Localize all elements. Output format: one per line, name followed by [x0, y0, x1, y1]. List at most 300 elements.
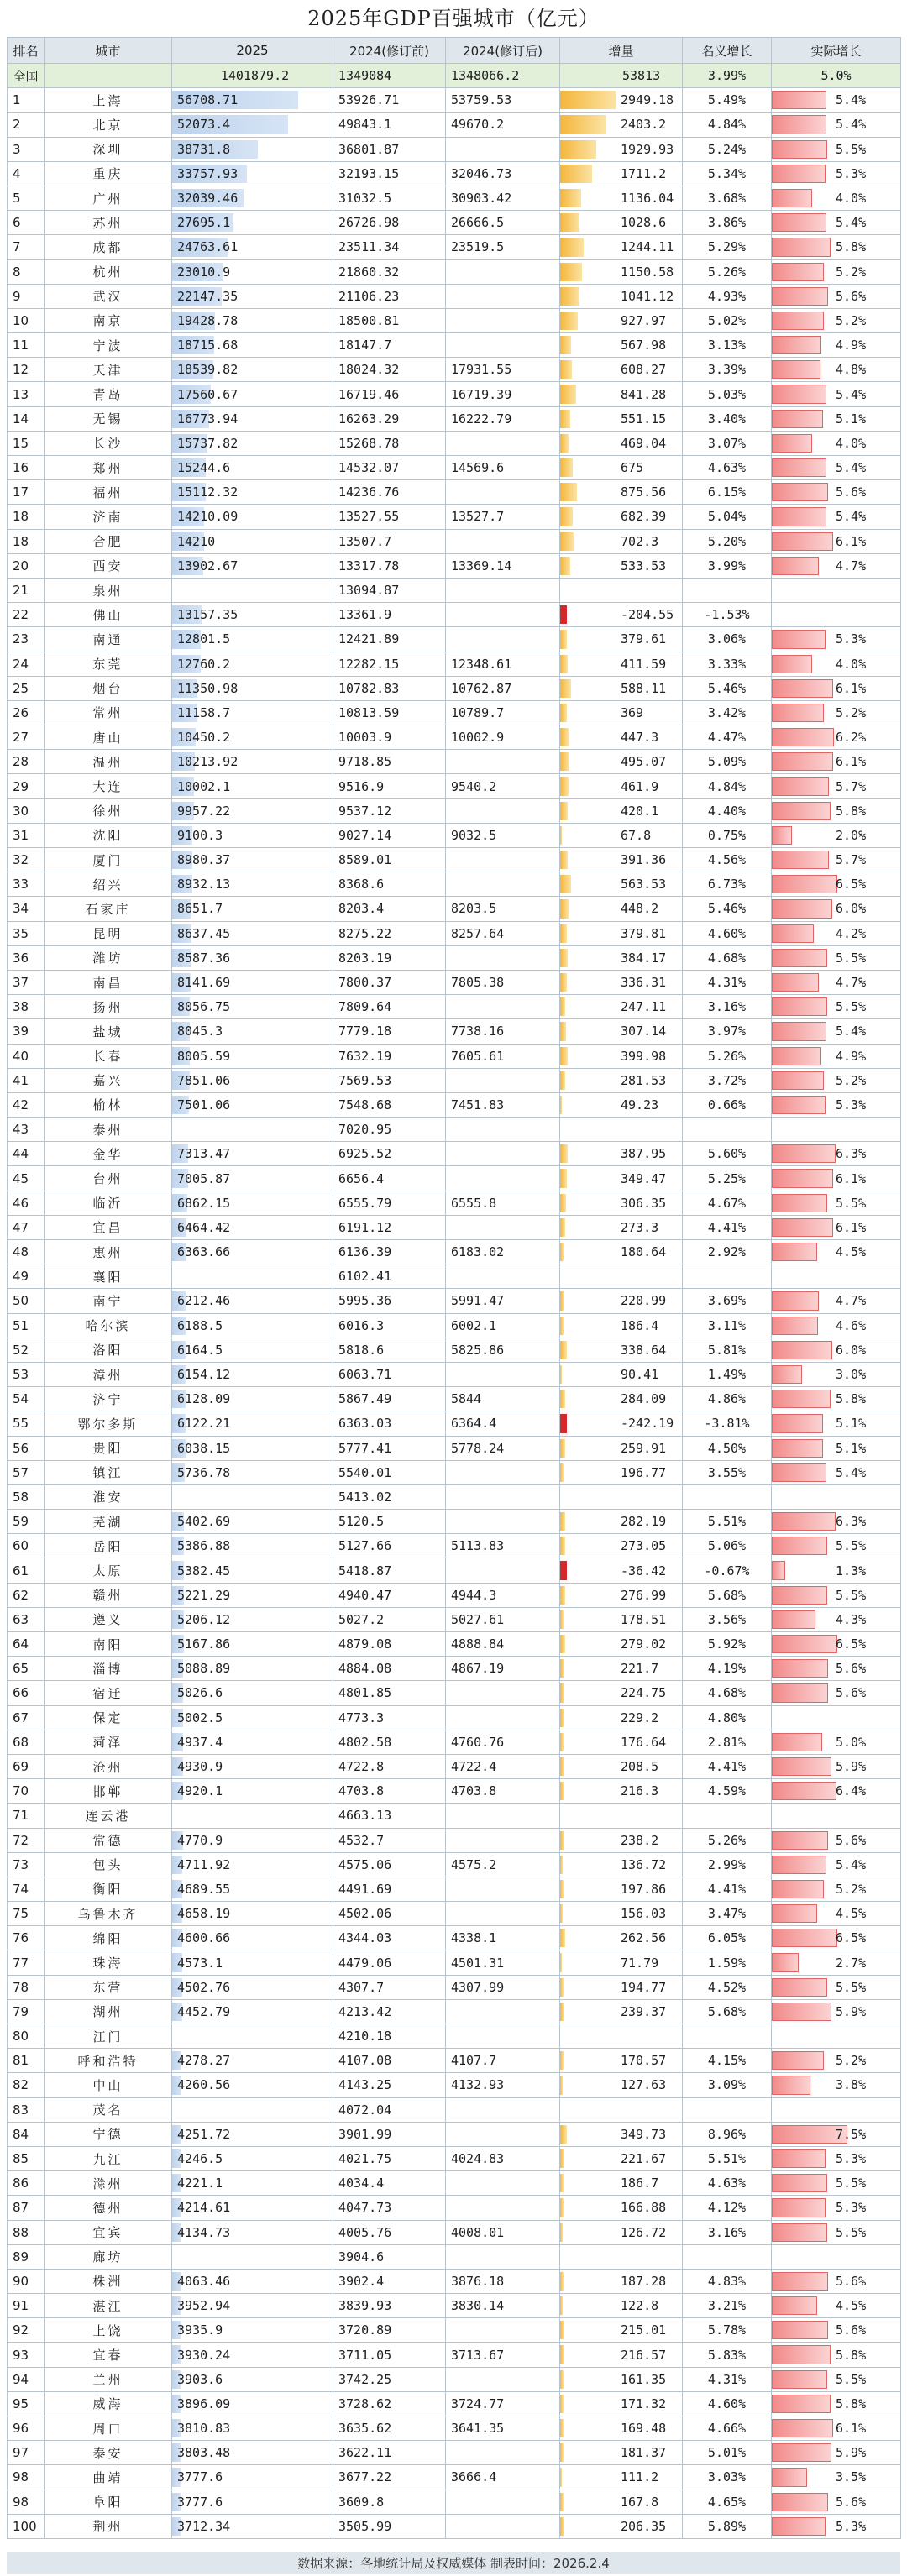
- gdp-2024-pre-value: 18147.7: [338, 338, 392, 353]
- increase-cell: [560, 1779, 683, 1804]
- city-cell: [45, 1289, 172, 1313]
- nominal-growth-value: 4.60%: [707, 925, 747, 941]
- city-name: 扬州: [92, 999, 123, 1015]
- nominal-growth-cell: [683, 2490, 772, 2514]
- city-name: 厦门: [92, 852, 123, 868]
- rank-value: 64: [13, 1636, 29, 1652]
- gdp-2024-post-cell: [446, 1068, 560, 1092]
- increase-value: 71.79: [621, 1955, 659, 1971]
- real-growth-cell: [772, 431, 901, 455]
- city-name: 呼和浩特: [77, 2053, 139, 2069]
- city-name: 合肥: [92, 534, 123, 550]
- gdp-2024-pre-value: 3720.89: [338, 2322, 392, 2338]
- gdp-2025-cell: [172, 2343, 333, 2367]
- city-cell: [45, 382, 172, 406]
- rank-value: 3: [13, 141, 21, 157]
- real-growth-cell: [772, 700, 901, 725]
- gdp-2024-post-cell: [446, 2171, 560, 2196]
- gdp-2025-cell: [172, 553, 333, 578]
- rank-value: 70: [13, 1783, 29, 1799]
- real-growth-cell: [772, 1534, 901, 1558]
- rank-value: 29: [13, 778, 29, 794]
- gdp-2024-pre-value: 8275.22: [338, 925, 392, 941]
- rank-cell: [8, 676, 45, 700]
- rank-value: 90: [13, 2273, 29, 2289]
- city-name: 长春: [92, 1049, 123, 1065]
- increase-value: 682.39: [621, 509, 667, 525]
- gdp-2025-cell: [172, 358, 333, 382]
- city-name: 榆林: [92, 1097, 123, 1113]
- rank-value: 13: [13, 386, 29, 402]
- gdp-2024-pre-value: 36801.87: [338, 141, 400, 157]
- increase-value: 161.35: [621, 2371, 667, 2387]
- real-growth-cell: [772, 1902, 901, 1926]
- gdp-2025-value: 3712.34: [177, 2518, 231, 2534]
- gdp-2024-pre-cell: [333, 211, 446, 235]
- gdp-2024-pre-cell: [333, 113, 446, 137]
- city-name: 中山: [92, 2077, 123, 2093]
- rank-cell: [8, 1289, 45, 1313]
- city-cell: [45, 1632, 172, 1657]
- rank-value: 56: [13, 1440, 29, 1456]
- nominal-growth-cell: [683, 1166, 772, 1191]
- table-row: [8, 1950, 901, 1975]
- real-growth-value: 6.1%: [836, 680, 867, 696]
- table-row: [8, 627, 901, 652]
- increase-cell: [560, 1436, 683, 1460]
- city-name: 沈阳: [92, 828, 123, 844]
- rank-value: 77: [13, 1955, 29, 1971]
- gdp-2025-cell: [172, 505, 333, 529]
- gdp-2024-pre-cell: [333, 137, 446, 161]
- nominal-growth-cell: [683, 2196, 772, 2220]
- city-cell: [45, 284, 172, 308]
- gdp-2025-value: 4573.1: [177, 1955, 223, 1971]
- nominal-growth-value: 3.07%: [707, 435, 747, 451]
- gdp-2024-pre-cell: [333, 529, 446, 553]
- table-row: [8, 259, 901, 284]
- real-growth-value: 5.9%: [836, 2003, 867, 2019]
- city-name: 芜湖: [92, 1514, 123, 1530]
- gdp-2024-pre-cell: [333, 2244, 446, 2269]
- nominal-growth-value: 3.47%: [707, 1906, 747, 1922]
- city-cell: [45, 2146, 172, 2170]
- city-cell: [45, 1852, 172, 1877]
- nominal-growth-cell: [683, 1950, 772, 1975]
- increase-cell: [560, 1240, 683, 1264]
- nominal-growth-cell: [683, 1681, 772, 1705]
- nominal-growth-cell: [683, 1289, 772, 1313]
- gdp-2025-cell: [172, 603, 333, 627]
- city-cell: [45, 1362, 172, 1386]
- gdp-2024-pre-cell: [333, 1338, 446, 1362]
- gdp-2025-value: 7501.06: [177, 1097, 231, 1113]
- real-growth-value: 4.0%: [836, 191, 867, 207]
- increase-cell: [560, 970, 683, 994]
- gdp-2024-post-value: 4944.3: [451, 1587, 497, 1603]
- gdp-2024-pre-cell: [333, 970, 446, 994]
- increase-value: 208.5: [621, 1759, 659, 1775]
- gdp-2025-value: 3935.9: [177, 2322, 223, 2338]
- gdp-2024-post-cell: [446, 2269, 560, 2293]
- rank-value: 75: [13, 1906, 29, 1922]
- increase-cell: [560, 872, 683, 897]
- rank-cell: [8, 1926, 45, 1950]
- table-row: [8, 553, 901, 578]
- increase-cell: [560, 774, 683, 798]
- rank-cell: [8, 1436, 45, 1460]
- national-nominal: 3.99%: [683, 64, 772, 88]
- gdp-2024-post-value: 13527.7: [451, 509, 505, 525]
- increase-value: 284.09: [621, 1391, 667, 1407]
- increase-cell: [560, 553, 683, 578]
- gdp-2025-cell: [172, 921, 333, 945]
- city-cell: [45, 872, 172, 897]
- nominal-growth-value: 4.56%: [707, 852, 747, 868]
- real-growth-value: 5.8%: [836, 239, 867, 255]
- gdp-2024-pre-cell: [333, 1264, 446, 1289]
- increase-value: [560, 1490, 621, 1505]
- city-name: 遵义: [92, 1612, 123, 1628]
- increase-value: 156.03: [621, 1906, 667, 1922]
- increase-value: 399.98: [621, 1048, 667, 1064]
- gdp-2024-pre-value: 31032.5: [338, 191, 392, 207]
- nominal-growth-cell: [683, 382, 772, 406]
- increase-cell: [560, 2490, 683, 2514]
- nominal-growth-value: 0.66%: [707, 1097, 747, 1113]
- gdp-2025-cell: [172, 700, 333, 725]
- gdp-2024-post-cell: [446, 2049, 560, 2073]
- nominal-growth-value: 3.86%: [707, 215, 747, 231]
- rank-value: 22: [13, 607, 29, 623]
- rank-cell: [8, 750, 45, 774]
- real-growth-value: 5.0%: [836, 1734, 867, 1750]
- increase-value: 176.64: [621, 1734, 667, 1750]
- rank-value: 72: [13, 1832, 29, 1848]
- gdp-2025-cell: [172, 1191, 333, 1215]
- gdp-2024-post-cell: [446, 235, 560, 259]
- nominal-growth-cell: [683, 897, 772, 921]
- gdp-2024-pre-cell: [333, 1975, 446, 1999]
- gdp-2024-post-value: 4307.99: [451, 1979, 505, 1995]
- rank-cell: [8, 333, 45, 358]
- gdp-2024-pre-value: 3839.93: [338, 2298, 392, 2314]
- increase-value: 841.28: [621, 386, 667, 402]
- real-growth-cell: [772, 798, 901, 823]
- increase-value: 67.8: [621, 827, 652, 843]
- gdp-2024-post-cell: [446, 1191, 560, 1215]
- gdp-2025-cell: [172, 774, 333, 798]
- city-name: 珠海: [92, 1956, 123, 1971]
- nominal-growth-cell: [683, 1657, 772, 1681]
- rank-value: 68: [13, 1734, 29, 1750]
- rank-cell: [8, 872, 45, 897]
- gdp-2024-pre-value: 16263.29: [338, 411, 400, 427]
- rank-cell: [8, 553, 45, 578]
- gdp-2024-pre-value: 4703.8: [338, 1783, 385, 1799]
- gdp-2024-pre-cell: [333, 2441, 446, 2465]
- gdp-2025-cell: [172, 970, 333, 994]
- rank-cell: [8, 2024, 45, 2049]
- gdp-2025-cell: [172, 211, 333, 235]
- gdp-2024-pre-cell: [333, 2318, 446, 2343]
- gdp-2024-pre-cell: [333, 259, 446, 284]
- real-growth-cell: [772, 1828, 901, 1852]
- gdp-2025-value: 5402.69: [177, 1514, 231, 1530]
- table-row: [8, 1632, 901, 1657]
- real-growth-value: 5.8%: [836, 2395, 867, 2411]
- gdp-2025-cell: [172, 1681, 333, 1705]
- increase-value: 675: [621, 460, 644, 476]
- city-name: 东营: [92, 1980, 123, 1996]
- gdp-2025-cell: [172, 848, 333, 872]
- gdp-2024-pre-cell: [333, 1754, 446, 1778]
- table-row: [8, 358, 901, 382]
- real-growth-value: 5.4%: [836, 509, 867, 525]
- header-gdp-2024-post: 2024(修订后): [446, 38, 560, 64]
- gdp-2024-pre-cell: [333, 2073, 446, 2097]
- increase-value: 411.59: [621, 656, 667, 672]
- rank-cell: [8, 137, 45, 161]
- gdp-2024-pre-cell: [333, 2490, 446, 2514]
- real-growth-value: 5.6%: [836, 2494, 867, 2510]
- gdp-2024-post-cell: [446, 921, 560, 945]
- gdp-2024-pre-cell: [333, 1240, 446, 1264]
- increase-value: 448.2: [621, 901, 659, 917]
- real-growth-cell: [772, 2024, 901, 2049]
- city-cell: [45, 750, 172, 774]
- real-growth-cell: [772, 2049, 901, 2073]
- real-growth-cell: [772, 676, 901, 700]
- rank-cell: [8, 2490, 45, 2514]
- gdp-2024-pre-cell: [333, 945, 446, 970]
- gdp-2024-pre-value: 8368.6: [338, 877, 385, 893]
- increase-cell: [560, 1068, 683, 1092]
- gdp-2024-pre-value: 5818.6: [338, 1342, 385, 1358]
- nominal-growth-cell: [683, 1313, 772, 1338]
- gdp-2024-post-value: 9032.5: [451, 827, 497, 843]
- gdp-2025-value: 15737.82: [177, 435, 239, 451]
- rank-cell: [8, 2220, 45, 2244]
- table-row: [8, 2269, 901, 2293]
- increase-value: 216.57: [621, 2347, 667, 2363]
- gdp-2024-post-value: 3713.67: [451, 2347, 505, 2363]
- real-growth-cell: [772, 1142, 901, 1166]
- city-cell: [45, 1828, 172, 1852]
- city-cell: [45, 2391, 172, 2416]
- rank-value: 20: [13, 558, 29, 573]
- gdp-2024-pre-cell: [333, 1804, 446, 1828]
- table-row: [8, 798, 901, 823]
- gdp-2024-post-cell: [446, 1484, 560, 1509]
- rank-cell: [8, 848, 45, 872]
- increase-cell: [560, 921, 683, 945]
- table-footer: 数据来源：各地统计局及权威媒体 制表时间：2026.2.4: [7, 2552, 900, 2574]
- gdp-2025-value: [172, 2249, 177, 2264]
- gdp-2024-pre-value: 9718.85: [338, 754, 392, 770]
- nominal-growth-cell: [683, 553, 772, 578]
- real-growth-value: 5.5%: [836, 950, 867, 966]
- real-growth-cell: [772, 2171, 901, 2196]
- real-growth-value: [772, 2102, 836, 2118]
- gdp-2025-value: 4920.1: [177, 1783, 223, 1799]
- gdp-2025-value: 4221.1: [177, 2175, 223, 2191]
- gdp-2025-cell: [172, 2416, 333, 2441]
- nominal-growth-value: 3.55%: [707, 1464, 747, 1480]
- increase-cell: [560, 2318, 683, 2343]
- table-row: [8, 1142, 901, 1166]
- gdp-2024-post-cell: [446, 2490, 560, 2514]
- gdp-2025-value: 7005.87: [177, 1170, 231, 1186]
- gdp-2024-pre-cell: [333, 700, 446, 725]
- gdp-2024-pre-cell: [333, 1142, 446, 1166]
- gdp-2024-post-cell: [446, 578, 560, 602]
- gdp-2024-pre-value: 5120.5: [338, 1514, 385, 1530]
- increase-value: 384.17: [621, 950, 667, 966]
- real-growth-cell: [772, 505, 901, 529]
- table-row: [8, 848, 901, 872]
- real-growth-value: 5.6%: [836, 1832, 867, 1848]
- nominal-growth-cell: [683, 921, 772, 945]
- gdp-2025-cell: [172, 406, 333, 431]
- real-growth-cell: [772, 1926, 901, 1950]
- real-growth-cell: [772, 2490, 901, 2514]
- gdp-2024-post-value: 6002.1: [451, 1317, 497, 1333]
- nominal-growth-cell: [683, 2244, 772, 2269]
- rank-value: 41: [13, 1072, 29, 1088]
- gdp-2025-cell: [172, 750, 333, 774]
- gdp-2025-value: 6164.5: [177, 1342, 223, 1358]
- nominal-growth-cell: [683, 211, 772, 235]
- gdp-2024-pre-cell: [333, 235, 446, 259]
- gdp-2024-post-cell: [446, 1804, 560, 1828]
- city-cell: [45, 161, 172, 186]
- rank-cell: [8, 1313, 45, 1338]
- increase-value: 533.53: [621, 558, 667, 573]
- increase-cell: [560, 2416, 683, 2441]
- table-row: [8, 456, 901, 480]
- gdp-2024-post-value: 32046.73: [451, 165, 512, 181]
- real-growth-value: 6.5%: [836, 877, 867, 893]
- nominal-growth-value: 3.39%: [707, 362, 747, 378]
- increase-value: 221.67: [621, 2151, 667, 2167]
- increase-value: 306.35: [621, 1195, 667, 1211]
- gdp-2024-post-cell: [446, 1534, 560, 1558]
- city-name: 南通: [92, 631, 123, 647]
- gdp-2025-cell: [172, 1902, 333, 1926]
- gdp-2024-post-cell: [446, 431, 560, 455]
- gdp-2025-value: 6128.09: [177, 1391, 231, 1407]
- rank-value: 87: [13, 2200, 29, 2216]
- nominal-growth-value: 5.01%: [707, 2445, 747, 2461]
- gdp-2025-cell: [172, 1387, 333, 1411]
- nominal-growth-value: 5.20%: [707, 533, 747, 549]
- nominal-growth-cell: [683, 161, 772, 186]
- increase-value: 90.41: [621, 1367, 659, 1383]
- gdp-2024-post-cell: [446, 382, 560, 406]
- gdp-2025-cell: [172, 627, 333, 652]
- nominal-growth-value: 1.49%: [707, 1367, 747, 1383]
- gdp-2024-pre-cell: [333, 358, 446, 382]
- nominal-growth-value: 5.24%: [707, 141, 747, 157]
- gdp-2025-cell: [172, 676, 333, 700]
- real-growth-value: 5.5%: [836, 1979, 867, 1995]
- gdp-2024-post-value: 4024.83: [451, 2151, 505, 2167]
- nominal-growth-value: 4.52%: [707, 1979, 747, 1995]
- real-growth-value: 1.3%: [836, 1563, 867, 1579]
- gdp-2025-cell: [172, 2171, 333, 2196]
- gdp-2024-pre-cell: [333, 2367, 446, 2391]
- nominal-growth-cell: [683, 1338, 772, 1362]
- rank-value: 86: [13, 2175, 29, 2191]
- increase-cell: [560, 186, 683, 210]
- gdp-2025-value: 52073.4: [177, 117, 231, 133]
- real-growth-value: 5.4%: [836, 1856, 867, 1872]
- gdp-2025-value: 4246.5: [177, 2151, 223, 2167]
- gdp-2025-cell: [172, 2367, 333, 2391]
- gdp-2025-value: 3903.6: [177, 2371, 223, 2387]
- rank-value: 93: [13, 2347, 29, 2363]
- real-growth-cell: [772, 529, 901, 553]
- nominal-growth-cell: [683, 2049, 772, 2073]
- real-growth-value: 5.9%: [836, 2445, 867, 2461]
- real-growth-value: [772, 583, 836, 598]
- rank-cell: [8, 2514, 45, 2538]
- real-growth-cell: [772, 652, 901, 676]
- table-row: [8, 480, 901, 505]
- city-cell: [45, 2318, 172, 2343]
- rank-value: 46: [13, 1195, 29, 1211]
- gdp-2024-pre-cell: [333, 872, 446, 897]
- increase-cell: [560, 798, 683, 823]
- gdp-2025-cell: [172, 1926, 333, 1950]
- nominal-growth-cell: [683, 2391, 772, 2416]
- increase-cell: [560, 2049, 683, 2073]
- real-growth-cell: [772, 1484, 901, 1509]
- rank-cell: [8, 1191, 45, 1215]
- real-growth-value: 5.2%: [836, 1881, 867, 1897]
- gdp-2025-value: 6212.46: [177, 1293, 231, 1309]
- gdp-2025-value: 3803.48: [177, 2445, 231, 2461]
- gdp-2024-pre-cell: [333, 1289, 446, 1313]
- nominal-growth-value: 3.03%: [707, 2469, 747, 2485]
- increase-value: 166.88: [621, 2200, 667, 2216]
- city-cell: [45, 823, 172, 847]
- city-cell: [45, 1142, 172, 1166]
- gdp-2024-post-cell: [446, 553, 560, 578]
- real-growth-cell: [772, 872, 901, 897]
- city-name: 温州: [92, 754, 123, 770]
- gdp-2024-post-cell: [446, 1019, 560, 1044]
- gdp-2024-pre-cell: [333, 2146, 446, 2170]
- gdp-2025-value: 14210: [177, 533, 216, 549]
- real-growth-value: 5.3%: [836, 2151, 867, 2167]
- rank-cell: [8, 1510, 45, 1534]
- gdp-2024-pre-cell: [333, 1902, 446, 1926]
- gdp-2024-post-cell: [446, 480, 560, 505]
- rank-value: 4: [13, 165, 21, 181]
- city-cell: [45, 945, 172, 970]
- gdp-2025-cell: [172, 308, 333, 332]
- increase-value: 194.77: [621, 1979, 667, 1995]
- city-name: 济南: [92, 509, 123, 525]
- gdp-2025-cell: [172, 1484, 333, 1509]
- gdp-2025-cell: [172, 2490, 333, 2514]
- city-name: 茂名: [92, 2102, 123, 2118]
- nominal-growth-value: 5.25%: [707, 1170, 747, 1186]
- rank-cell: [8, 627, 45, 652]
- rank-cell: [8, 211, 45, 235]
